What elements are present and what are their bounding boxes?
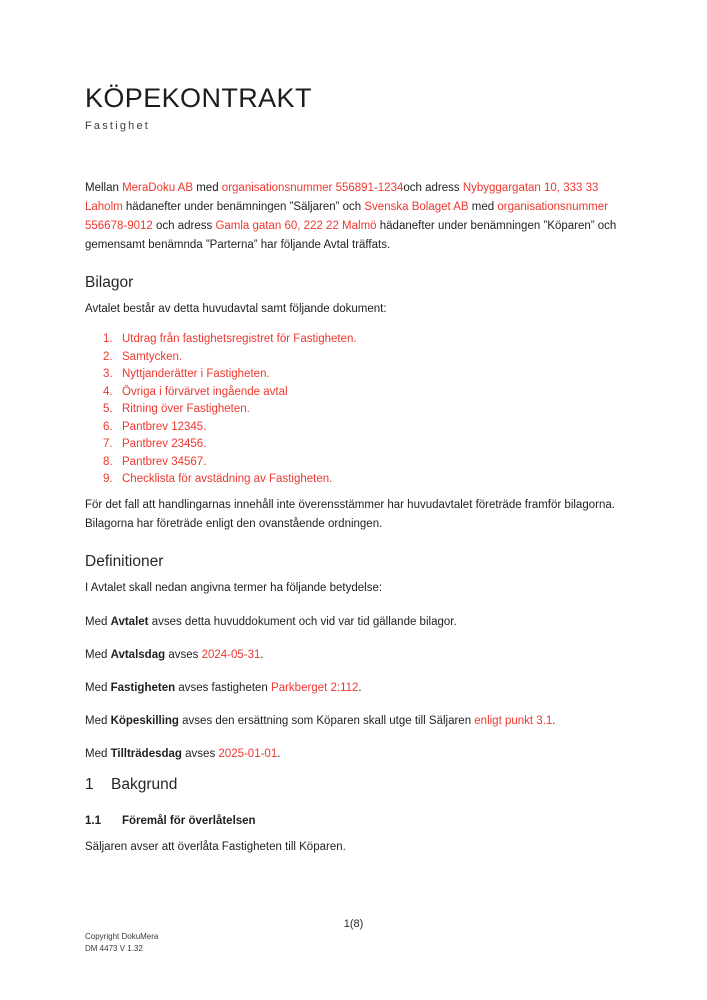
text-segment: med <box>468 201 498 214</box>
text-segment: avses den ersättning som Köparen skall utge till Säljaren <box>178 714 475 727</box>
document-subtitle: Fastighet <box>85 120 151 133</box>
bold-term: Fastigheten <box>110 681 176 694</box>
intro-paragraph <box>85 179 625 255</box>
text-segment: Med <box>85 747 111 760</box>
list-item-number: 4. <box>103 385 113 398</box>
text-segment: hädanefter under benämningen ”Köparen” och gemensamt benämnda ”Parterna” har följande Avtal träffats. <box>85 220 617 252</box>
subsection-title: Föremål för överlåtelsen <box>122 814 256 827</box>
definition-kopeskilling <box>85 712 625 731</box>
list-item <box>85 384 625 402</box>
page-content <box>85 0 625 857</box>
list-item-text: Övriga i förvärvet ingående avtal <box>122 385 288 398</box>
text-segment: med <box>193 182 222 195</box>
bold-term: Köpeskilling <box>110 714 179 727</box>
list-item-text: Pantbrev 12345. <box>122 420 207 433</box>
list-item-number: 2. <box>103 350 113 363</box>
red-text-segment: enligt punkt 3.1 <box>474 714 553 727</box>
list-item-number: 6. <box>103 420 113 433</box>
text-segment: . <box>277 747 281 760</box>
text-segment: avses <box>165 648 202 661</box>
list-item-text: Pantbrev 34567. <box>122 455 207 468</box>
red-text-segment: Svenska Bolaget AB <box>364 201 469 214</box>
text-segment: avses fastigheten <box>175 681 272 694</box>
page-number: 1(8) <box>343 918 364 930</box>
list-item-text: Nyttjanderätter i Fastigheten. <box>122 368 270 381</box>
list-item-number: 7. <box>103 438 113 451</box>
list-item-text: Checklista för avstädning av Fastigheten. <box>122 473 333 486</box>
list-item <box>85 471 625 489</box>
section-heading-definitioner: Definitioner <box>85 552 164 570</box>
list-item <box>85 436 625 454</box>
list-item <box>85 454 625 472</box>
red-text-segment: organisationsnummer 556678-9012 <box>85 201 608 233</box>
list-item-number: 3. <box>103 368 113 381</box>
definitioner-lead: I Avtalet skall nedan angivna termer ha följande betydelse: <box>85 581 383 594</box>
text-segment: Med <box>85 648 111 661</box>
list-item-text: Pantbrev 23456. <box>122 438 207 451</box>
section-heading-bilagor: Bilagor <box>85 274 134 292</box>
text-segment: avses <box>181 747 219 760</box>
text-segment: Mellan <box>85 182 123 195</box>
red-text-segment: MeraDoku AB <box>122 182 194 195</box>
subsection-heading-foremal <box>85 815 625 828</box>
version-line: DM 4473 V 1.32 <box>85 943 143 953</box>
subsection-number: 1.1 <box>85 814 101 827</box>
list-item-number: 9. <box>103 473 113 486</box>
list-item <box>85 401 625 419</box>
bold-term: Avtalsdag <box>110 648 166 661</box>
bold-term: Tillträdesdag <box>110 747 182 760</box>
section-number: 1 <box>85 775 94 793</box>
section-heading-bakgrund <box>85 776 625 794</box>
text-segment: Med <box>85 681 111 694</box>
bilagor-lead: Avtalet består av detta huvudavtal samt följande dokument: <box>85 303 387 316</box>
list-item-text: Utdrag från fastighetsregistret för Fastigheten. <box>122 333 357 346</box>
list-item <box>85 419 625 437</box>
bakgrund-body: Säljaren avser att överlåta Fastigheten till Köparen. <box>85 840 346 853</box>
text-segment: Med <box>85 615 111 628</box>
text-segment: . <box>552 714 556 727</box>
section-title: Bakgrund <box>111 775 178 793</box>
document-title: KÖPEKONTRAKT <box>85 83 312 113</box>
footer-copyright <box>85 931 158 954</box>
list-item-number: 8. <box>103 455 113 468</box>
definition-fastigheten <box>85 679 625 698</box>
text-segment: och adress <box>152 220 216 233</box>
definition-avtalet <box>85 613 625 632</box>
red-text-segment: 2025-01-01 <box>218 747 278 760</box>
text-segment: och adress <box>403 182 463 195</box>
red-text-segment: organisationsnummer 556891-1234 <box>221 182 404 195</box>
bilagor-precedence-paragraph: För det fall att handlingarnas innehåll inte överensstämmer har huvudavtalet företräde framför bilagorna. Bilagorna har företräde enligt den ovanstående ordningen. <box>85 498 615 530</box>
list-item-number: 1. <box>103 333 113 346</box>
red-text-segment: Nybyggargatan 10, 333 33 Laholm <box>85 182 599 214</box>
list-item <box>85 349 625 367</box>
text-segment: . <box>260 648 264 661</box>
definition-avtalsdag <box>85 646 625 665</box>
red-text-segment: Gamla gatan 60, 222 22 Malmö <box>215 220 377 233</box>
list-item-text: Ritning över Fastigheten. <box>122 403 250 416</box>
bold-term: Avtalet <box>110 615 149 628</box>
list-item-text: Samtycken. <box>122 350 183 363</box>
list-item-number: 5. <box>103 403 113 416</box>
copyright-line: Copyright DokuMera <box>85 932 159 941</box>
definition-tilltradesdag <box>85 745 625 764</box>
text-segment: avses detta huvuddokument och vid var tid gällande bilagor. <box>148 615 457 628</box>
list-item <box>85 366 625 384</box>
list-item <box>85 331 625 349</box>
text-segment: Med <box>85 714 111 727</box>
red-text-segment: Parkberget 2:112 <box>271 681 359 694</box>
text-segment: hädanefter under benämningen ”Säljaren” och <box>122 201 365 214</box>
red-text-segment: 2024-05-31 <box>201 648 261 661</box>
attachment-list <box>85 331 625 489</box>
text-segment: . <box>358 681 362 694</box>
